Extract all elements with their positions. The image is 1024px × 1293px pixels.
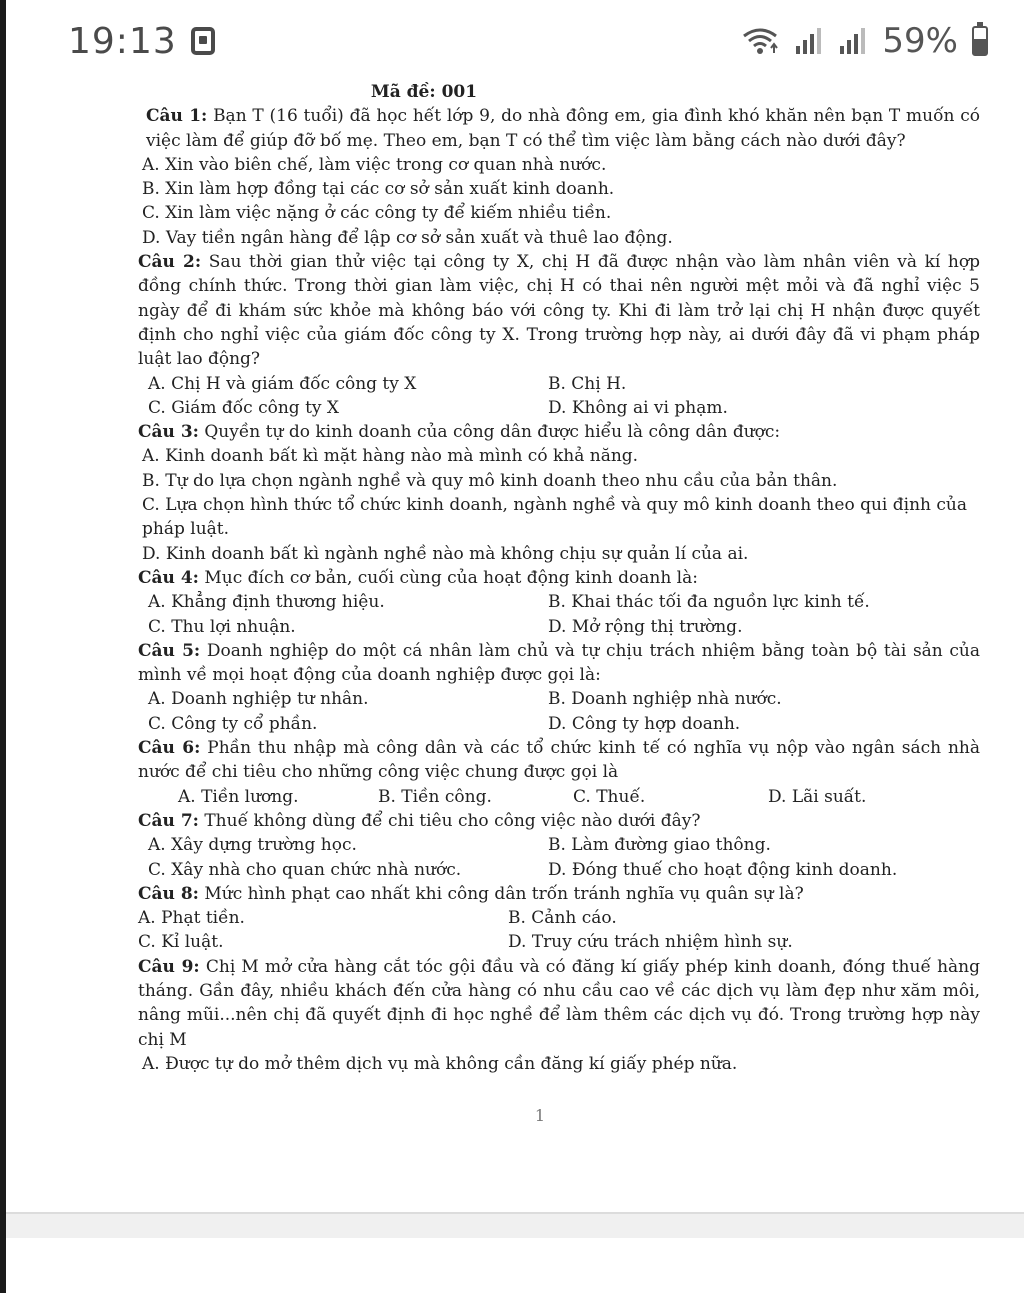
question-body: Sau thời gian thử việc tại công ty X, chị H đã được nhận vào làm nhân viên và kí hợp đồng chính thức. Trong thời gian làm việc, chị H có thai nên người mệt mỏi và đã nghỉ việc 5 ngày để đi khám sức khỏe mà không báo với công ty. Khi đi làm trở lại chị H nhận được quyết định cho nghỉ việc của giám đốc công ty X. Trong trường hợp này, ai dưới đây đã vi phạm pháp luật lao động? (138, 252, 980, 370)
answer-option: D. Kinh doanh bất kì ngành nghề nào mà không chịu sự quản lí của ai. (142, 543, 749, 564)
status-left (68, 21, 215, 62)
page-separator (6, 1212, 1024, 1240)
answer-option: A. Phạt tiền. (138, 908, 245, 929)
question-text (138, 882, 980, 906)
answer-option: B. Doanh nghiệp nhà nước. (548, 689, 782, 710)
answer-option: B. Tiền công. (378, 786, 492, 807)
answer-option: A. Xin vào biên chế, làm việc trong cơ quan nhà nước. (142, 154, 607, 175)
answer-options (138, 833, 980, 882)
answer-option: A. Doanh nghiệp tư nhân. (148, 689, 369, 710)
question-text (138, 566, 980, 590)
answer-option: D. Không ai vi phạm. (548, 397, 728, 418)
question-text (138, 639, 980, 688)
question-2 (138, 250, 980, 420)
answer-option: B. Xin làm hợp đồng tại các cơ sở sản xuất kinh doanh. (142, 179, 615, 200)
answer-options (138, 590, 980, 639)
question-text (138, 736, 980, 785)
answer-option: A. Xây dựng trường học. (148, 835, 357, 856)
answer-option: D. Vay tiền ngân hàng để lập cơ sở sản xuất và thuê lao động. (142, 227, 673, 248)
answer-option: C. Lựa chọn hình thức tổ chức kinh doanh, ngành nghề và quy mô kinh doanh theo qui định của pháp luật. (142, 495, 967, 540)
question-body: Bạn T (16 tuổi) đã học hết lớp 9, do nhà đông em, gia đình khó khăn nên bạn T muốn có việc làm để giúp đỡ bố mẹ. Theo em, bạn T có thể tìm việc làm bằng cách nào dưới đây? (146, 106, 980, 151)
answer-option: A. Tiền lương. (178, 786, 299, 807)
question-text (138, 420, 980, 444)
answer-options (138, 1052, 980, 1076)
question-4 (138, 566, 980, 639)
question-label: Câu 1: (146, 106, 208, 127)
battery-icon (972, 26, 988, 56)
answer-option: C. Xây nhà cho quan chức nhà nước. (148, 859, 462, 880)
question-9 (138, 955, 980, 1076)
question-body: Mục đích cơ bản, cuối cùng của hoạt động kinh doanh là: (198, 567, 698, 588)
answer-option: A. Khẳng định thương hiệu. (148, 592, 385, 613)
answer-option: D. Mở rộng thị trường. (548, 616, 743, 637)
question-text (138, 955, 980, 1052)
exam-code: Mã đề: 001 (370, 82, 478, 102)
signal-icon-sim2 (838, 26, 868, 56)
answer-option: C. Công ty cổ phần. (148, 713, 318, 734)
answer-options (138, 372, 980, 421)
question-label: Câu 2: (138, 252, 202, 273)
answer-option: D. Lãi suất. (768, 786, 867, 807)
answer-option: D. Đóng thuế cho hoạt động kinh doanh. (548, 859, 898, 880)
question-label: Câu 4: (138, 567, 199, 588)
question-6 (138, 736, 980, 809)
question-body: Doanh nghiệp do một cá nhân làm chủ và tự chịu trách nhiệm bằng toàn bộ tài sản của mình về mọi hoạt động của doanh nghiệp được gọi là: (138, 640, 981, 686)
question-text (138, 250, 980, 371)
answer-option: D. Truy cứu trách nhiệm hình sự. (508, 932, 793, 953)
answer-option: B. Khai thác tối đa nguồn lực kinh tế. (548, 592, 870, 613)
signal-icon-sim1 (794, 26, 824, 56)
answer-option: C. Kỉ luật. (138, 932, 224, 953)
clock: 19:13 (68, 20, 177, 62)
answer-options (138, 444, 980, 565)
answer-option: A. Chị H và giám đốc công ty X (148, 373, 417, 394)
answer-options (138, 687, 980, 736)
status-bar (6, 0, 1024, 82)
question-body: Quyền tự do kinh doanh của công dân được hiểu là công dân được: (198, 422, 781, 443)
question-text (138, 809, 980, 833)
screenshot-notification-icon (191, 27, 215, 55)
answer-option: D. Công ty hợp doanh. (548, 713, 741, 734)
answer-option: C. Thuế. (573, 786, 646, 807)
answer-option: A. Kinh doanh bất kì mặt hàng nào mà mình có khả năng. (142, 446, 639, 467)
question-1 (138, 104, 980, 250)
question-label: Câu 7: (138, 810, 199, 831)
answer-option: B. Tự do lựa chọn ngành nghề và quy mô kinh doanh theo nhu cầu của bản thân. (142, 470, 838, 491)
wifi-icon (740, 26, 780, 56)
answer-option: B. Làm đường giao thông. (548, 835, 771, 856)
answer-option: C. Xin làm việc nặng ở các công ty để kiếm nhiều tiền. (142, 203, 612, 224)
answer-option: C. Giám đốc công ty X (148, 397, 340, 418)
question-label: Câu 6: (138, 738, 201, 759)
question-3 (138, 420, 980, 566)
answer-options (138, 785, 980, 809)
question-label: Câu 3: (138, 422, 199, 443)
question-label: Câu 5: (138, 640, 201, 661)
question-5 (138, 639, 980, 736)
question-body: Chị M mở cửa hàng cắt tóc gội đầu và có đăng kí giấy phép kinh doanh, đóng thuế hàng tháng. Gần đây, nhiều khách đến cửa hàng có nhu cầu cao về các dịch vụ làm đẹp như xăm môi, nâng mũi...nên chị đã quyết định đi học nghề để làm thêm các dịch vụ đó. Trong trường hợp này chị M (138, 956, 980, 1050)
status-right (740, 21, 988, 61)
answer-option: B. Chị H. (548, 373, 627, 394)
next-page-top (6, 1238, 1024, 1293)
question-list (138, 104, 980, 1076)
page-number: 1 (534, 1106, 546, 1125)
question-label: Câu 8: (138, 883, 199, 904)
question-body: Phần thu nhập mà công dân và các tổ chức kinh tế có nghĩa vụ nộp vào ngân sách nhà nước để chi tiêu cho những công việc chung được gọi là (138, 738, 980, 783)
answer-option: B. Cảnh cáo. (508, 908, 617, 929)
question-body: Mức hình phạt cao nhất khi công dân trốn tránh nghĩa vụ quân sự là? (198, 883, 804, 904)
answer-options (138, 906, 980, 955)
answer-options (138, 153, 980, 250)
battery-percent: 59% (882, 21, 958, 61)
exam-document (138, 80, 980, 1076)
question-8 (138, 882, 980, 955)
question-body: Thuế không dùng để chi tiêu cho công việc nào dưới đây? (198, 810, 701, 831)
answer-option: C. Thu lợi nhuận. (148, 616, 296, 637)
question-label: Câu 9: (138, 956, 200, 977)
question-text (138, 104, 980, 153)
answer-option: A. Được tự do mở thêm dịch vụ mà không cần đăng kí giấy phép nữa. (142, 1053, 738, 1074)
question-7 (138, 809, 980, 882)
